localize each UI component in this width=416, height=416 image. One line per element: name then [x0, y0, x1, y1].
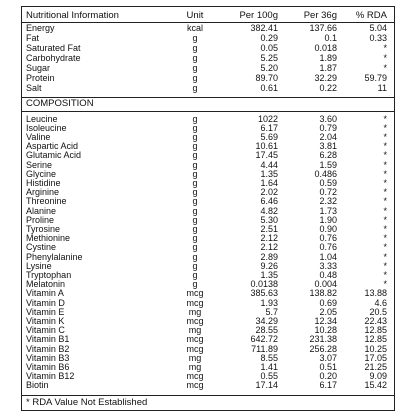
cell-unit: g — [192, 242, 198, 253]
cell-per-36g: 2.32 — [319, 196, 337, 207]
cell-rda: 10.25 — [364, 343, 387, 354]
cell-per-100g: 0.05 — [260, 43, 278, 53]
cell-name: Tyrosine — [26, 223, 61, 234]
cell-per-100g: 5.20 — [260, 63, 278, 73]
cell-rda: * — [383, 233, 387, 244]
nutrition-row — [22, 44, 394, 53]
cell-per-100g: 89.70 — [255, 73, 278, 83]
nutrition-row — [22, 34, 394, 43]
cell-unit: g — [192, 83, 198, 93]
cell-name: Threonine — [26, 196, 67, 207]
cell-rda: * — [383, 187, 387, 198]
cell-per-100g: 2.12 — [260, 233, 278, 244]
cell-per-100g: 1022 — [257, 113, 278, 124]
cell-unit: g — [192, 214, 198, 225]
cell-name: Fat — [26, 33, 40, 43]
cell-rda: 22.43 — [364, 315, 387, 326]
cell-rda: 9.09 — [369, 371, 387, 382]
header-nutritional-information: Nutritional Information — [26, 10, 119, 21]
cell-unit: kcal — [186, 23, 203, 33]
cell-unit: g — [192, 131, 198, 142]
cell-per-100g: 8.55 — [260, 352, 278, 363]
cell-unit: g — [192, 73, 198, 83]
composition-row — [22, 216, 394, 225]
cell-unit: mcg — [186, 334, 204, 345]
cell-rda: * — [383, 43, 387, 53]
cell-per-36g: 0.004 — [314, 279, 337, 290]
composition-row — [22, 280, 394, 289]
cell-name: Vitamin D — [26, 297, 65, 308]
nutrition-row — [22, 64, 394, 73]
cell-per-36g: 2.04 — [319, 131, 337, 142]
cell-per-36g: 6.17 — [319, 380, 337, 391]
cell-name: Vitamin B12 — [26, 371, 75, 382]
cell-rda: 0.33 — [369, 33, 387, 43]
nutrition-row — [22, 54, 394, 63]
cell-unit: g — [192, 196, 198, 207]
cell-rda: * — [383, 214, 387, 225]
composition-row — [22, 262, 394, 271]
nutrition-table — [21, 6, 395, 411]
cell-per-36g: 0.486 — [314, 168, 337, 179]
cell-per-36g: 12.34 — [314, 315, 337, 326]
cell-per-100g: 0.0138 — [250, 279, 278, 290]
rda-footnote: * RDA Value Not Established — [26, 397, 148, 408]
composition-row — [22, 253, 394, 262]
cell-per-36g: 0.90 — [319, 223, 337, 234]
cell-rda: 20.5 — [369, 306, 387, 317]
cell-per-36g: 1.89 — [319, 53, 337, 63]
cell-name: Vitamin K — [26, 315, 65, 326]
cell-rda: 13.88 — [364, 288, 387, 299]
cell-name: Aspartic Acid — [26, 141, 79, 152]
composition-row — [22, 363, 394, 372]
header-row — [22, 11, 394, 20]
cell-per-100g: 5.7 — [265, 306, 278, 317]
composition-row — [22, 115, 394, 124]
cell-unit: g — [192, 223, 198, 234]
cell-per-100g: 0.29 — [260, 33, 278, 43]
composition-row — [22, 299, 394, 308]
composition-row — [22, 326, 394, 335]
cell-rda: 12.85 — [364, 334, 387, 345]
cell-per-36g: 10.28 — [314, 325, 337, 336]
cell-unit: g — [192, 113, 198, 124]
cell-unit: g — [192, 122, 198, 133]
cell-rda: * — [383, 196, 387, 207]
cell-per-36g: 0.76 — [319, 233, 337, 244]
cell-name: Serine — [26, 159, 53, 170]
cell-per-100g: 2.12 — [260, 242, 278, 253]
cell-per-100g: 2.89 — [260, 251, 278, 262]
cell-per-100g: 17.14 — [255, 380, 278, 391]
header-unit: Unit — [186, 10, 204, 21]
cell-per-36g: 231.38 — [309, 334, 337, 345]
cell-name: Proline — [26, 214, 55, 225]
cell-rda: * — [383, 177, 387, 188]
cell-name: Sugar — [26, 63, 51, 73]
composition-row — [22, 197, 394, 206]
composition-row — [22, 271, 394, 280]
composition-row — [22, 170, 394, 179]
cell-name: Arginine — [26, 187, 60, 198]
cell-per-100g: 1.93 — [260, 297, 278, 308]
cell-per-36g: 32.29 — [314, 73, 337, 83]
cell-per-36g: 256.28 — [309, 343, 337, 354]
composition-row — [22, 179, 394, 188]
cell-name: Biotin — [26, 380, 49, 391]
cell-rda: 5.04 — [369, 23, 387, 33]
cell-name: Isoleucine — [26, 122, 67, 133]
cell-name: Glutamic Acid — [26, 150, 82, 161]
cell-per-36g: 2.05 — [319, 306, 337, 317]
cell-rda: * — [383, 113, 387, 124]
cell-per-100g: 17.45 — [255, 150, 278, 161]
cell-name: Energy — [26, 23, 55, 33]
header-per-36g: Per 36g — [303, 10, 337, 21]
cell-per-100g: 6.17 — [260, 122, 278, 133]
cell-unit: g — [192, 159, 198, 170]
cell-name: Vitamin B3 — [26, 352, 70, 363]
cell-unit: g — [192, 260, 198, 271]
nutrition-row — [22, 84, 394, 93]
cell-rda: * — [383, 159, 387, 170]
cell-unit: mg — [188, 325, 202, 336]
cell-rda: * — [383, 141, 387, 152]
cell-name: Methionine — [26, 233, 71, 244]
cell-unit: mcg — [186, 297, 204, 308]
composition-row — [22, 243, 394, 252]
cell-rda: * — [383, 279, 387, 290]
cell-name: Glycine — [26, 168, 57, 179]
cell-unit: g — [192, 53, 198, 63]
cell-per-36g: 3.33 — [319, 260, 337, 271]
cell-name: Lysine — [26, 260, 52, 271]
cell-per-36g: 6.28 — [319, 150, 337, 161]
cell-per-100g: 5.30 — [260, 214, 278, 225]
cell-rda: * — [383, 251, 387, 262]
cell-per-100g: 2.02 — [260, 187, 278, 198]
cell-unit: g — [192, 205, 198, 216]
cell-name: Vitamin A — [26, 288, 64, 299]
cell-per-100g: 0.61 — [260, 83, 278, 93]
cell-unit: mg — [188, 306, 202, 317]
cell-name: Protein — [26, 73, 55, 83]
cell-rda: * — [383, 53, 387, 63]
cell-per-100g: 1.41 — [260, 361, 278, 372]
cell-per-36g: 3.60 — [319, 113, 337, 124]
cell-name: Valine — [26, 131, 51, 142]
cell-per-100g: 4.82 — [260, 205, 278, 216]
cell-rda: * — [383, 168, 387, 179]
cell-per-36g: 3.07 — [319, 352, 337, 363]
cell-unit: g — [192, 177, 198, 188]
cell-per-36g: 1.73 — [319, 205, 337, 216]
cell-rda: 59.79 — [364, 73, 387, 83]
cell-name: Phenylalanine — [26, 251, 83, 262]
composition-row — [22, 354, 394, 363]
header-rda: % RDA — [355, 10, 387, 21]
cell-unit: g — [192, 141, 198, 152]
cell-name: Vitamin B1 — [26, 334, 70, 345]
composition-row — [22, 308, 394, 317]
header-per-100g: Per 100g — [239, 10, 278, 21]
cell-name: Cystine — [26, 242, 57, 253]
cell-unit: mcg — [186, 343, 204, 354]
cell-unit: mg — [188, 361, 202, 372]
cell-per-36g: 3.81 — [319, 141, 337, 152]
cell-per-100g: 34.29 — [255, 315, 278, 326]
cell-rda: * — [383, 63, 387, 73]
cell-per-100g: 385.63 — [250, 288, 278, 299]
cell-name: Saturated Fat — [26, 43, 81, 53]
cell-per-36g: 0.48 — [319, 269, 337, 280]
cell-unit: g — [192, 63, 198, 73]
cell-name: Histidine — [26, 177, 61, 188]
cell-per-36g: 1.04 — [319, 251, 337, 262]
composition-row — [22, 234, 394, 243]
cell-per-100g: 1.35 — [260, 168, 278, 179]
cell-rda: 12.85 — [364, 325, 387, 336]
cell-unit: mcg — [186, 315, 204, 326]
cell-rda: * — [383, 131, 387, 142]
cell-per-36g: 0.59 — [319, 177, 337, 188]
composition-row — [22, 188, 394, 197]
composition-row — [22, 317, 394, 326]
cell-unit: g — [192, 279, 198, 290]
cell-rda: 15.42 — [364, 380, 387, 391]
cell-rda: * — [383, 122, 387, 133]
cell-rda: * — [383, 223, 387, 234]
header-divider — [22, 22, 394, 23]
cell-unit: g — [192, 33, 198, 43]
composition-row — [22, 335, 394, 344]
cell-per-36g: 0.72 — [319, 187, 337, 198]
cell-rda: * — [383, 269, 387, 280]
cell-per-100g: 642.72 — [250, 334, 278, 345]
cell-unit: g — [192, 187, 198, 198]
composition-row — [22, 124, 394, 133]
nutrition-row — [22, 74, 394, 83]
nutrition-row — [22, 24, 394, 33]
composition-row — [22, 345, 394, 354]
cell-per-100g: 6.46 — [260, 196, 278, 207]
cell-name: Tryptophan — [26, 269, 72, 280]
cell-rda: * — [383, 242, 387, 253]
cell-unit: g — [192, 251, 198, 262]
cell-unit: g — [192, 43, 198, 53]
composition-divider-bottom — [22, 111, 394, 112]
cell-per-100g: 2.51 — [260, 223, 278, 234]
cell-per-100g: 1.35 — [260, 269, 278, 280]
composition-title: COMPOSITION — [26, 98, 94, 109]
cell-rda: * — [383, 205, 387, 216]
cell-rda: 4.6 — [374, 297, 387, 308]
cell-per-100g: 5.69 — [260, 131, 278, 142]
cell-per-36g: 0.1 — [324, 33, 337, 43]
cell-unit: mcg — [186, 371, 204, 382]
composition-row — [22, 289, 394, 298]
cell-per-36g: 0.018 — [314, 43, 337, 53]
cell-unit: mcg — [186, 380, 204, 391]
cell-per-100g: 10.61 — [255, 141, 278, 152]
cell-per-100g: 382.41 — [250, 23, 278, 33]
composition-row — [22, 151, 394, 160]
cell-per-100g: 0.55 — [260, 371, 278, 382]
cell-per-36g: 138.82 — [309, 288, 337, 299]
cell-per-36g: 1.87 — [319, 63, 337, 73]
composition-row — [22, 381, 394, 390]
cell-per-36g: 0.20 — [319, 371, 337, 382]
composition-row — [22, 372, 394, 381]
cell-unit: g — [192, 168, 198, 179]
cell-per-100g: 711.89 — [251, 343, 278, 354]
cell-name: Melatonin — [26, 279, 66, 290]
cell-per-36g: 0.76 — [319, 242, 337, 253]
cell-name: Vitamin E — [26, 306, 65, 317]
cell-per-100g: 1.64 — [260, 177, 278, 188]
cell-rda: 21.25 — [364, 361, 387, 372]
cell-per-36g: 0.51 — [319, 361, 337, 372]
cell-per-36g: 137.66 — [309, 23, 337, 33]
cell-unit: g — [192, 150, 198, 161]
cell-per-100g: 5.25 — [260, 53, 278, 63]
composition-row — [22, 161, 394, 170]
cell-name: Leucine — [26, 113, 58, 124]
cell-per-36g: 0.69 — [319, 297, 337, 308]
cell-name: Vitamin B6 — [26, 361, 70, 372]
cell-unit: mg — [188, 352, 202, 363]
cell-per-36g: 0.79 — [319, 122, 337, 133]
cell-name: Alanine — [26, 205, 57, 216]
cell-per-36g: 1.59 — [319, 159, 337, 170]
cell-per-100g: 9.26 — [260, 260, 278, 271]
composition-row — [22, 225, 394, 234]
cell-rda: * — [383, 150, 387, 161]
cell-name: Carbohydrate — [26, 53, 81, 63]
cell-per-36g: 1.90 — [319, 214, 337, 225]
cell-unit: g — [192, 233, 198, 244]
composition-row — [22, 207, 394, 216]
cell-unit: g — [192, 269, 198, 280]
cell-rda: 11 — [377, 83, 387, 93]
cell-per-100g: 28.55 — [255, 325, 278, 336]
cell-name: Vitamin B2 — [26, 343, 70, 354]
cell-unit: mcg — [186, 288, 204, 299]
cell-name: Salt — [26, 83, 42, 93]
footnote-divider — [22, 395, 394, 396]
cell-rda: 17.05 — [364, 352, 387, 363]
cell-per-100g: 4.44 — [260, 159, 278, 170]
cell-rda: * — [383, 260, 387, 271]
cell-name: Vitamin C — [26, 325, 65, 336]
cell-per-36g: 0.22 — [319, 83, 337, 93]
